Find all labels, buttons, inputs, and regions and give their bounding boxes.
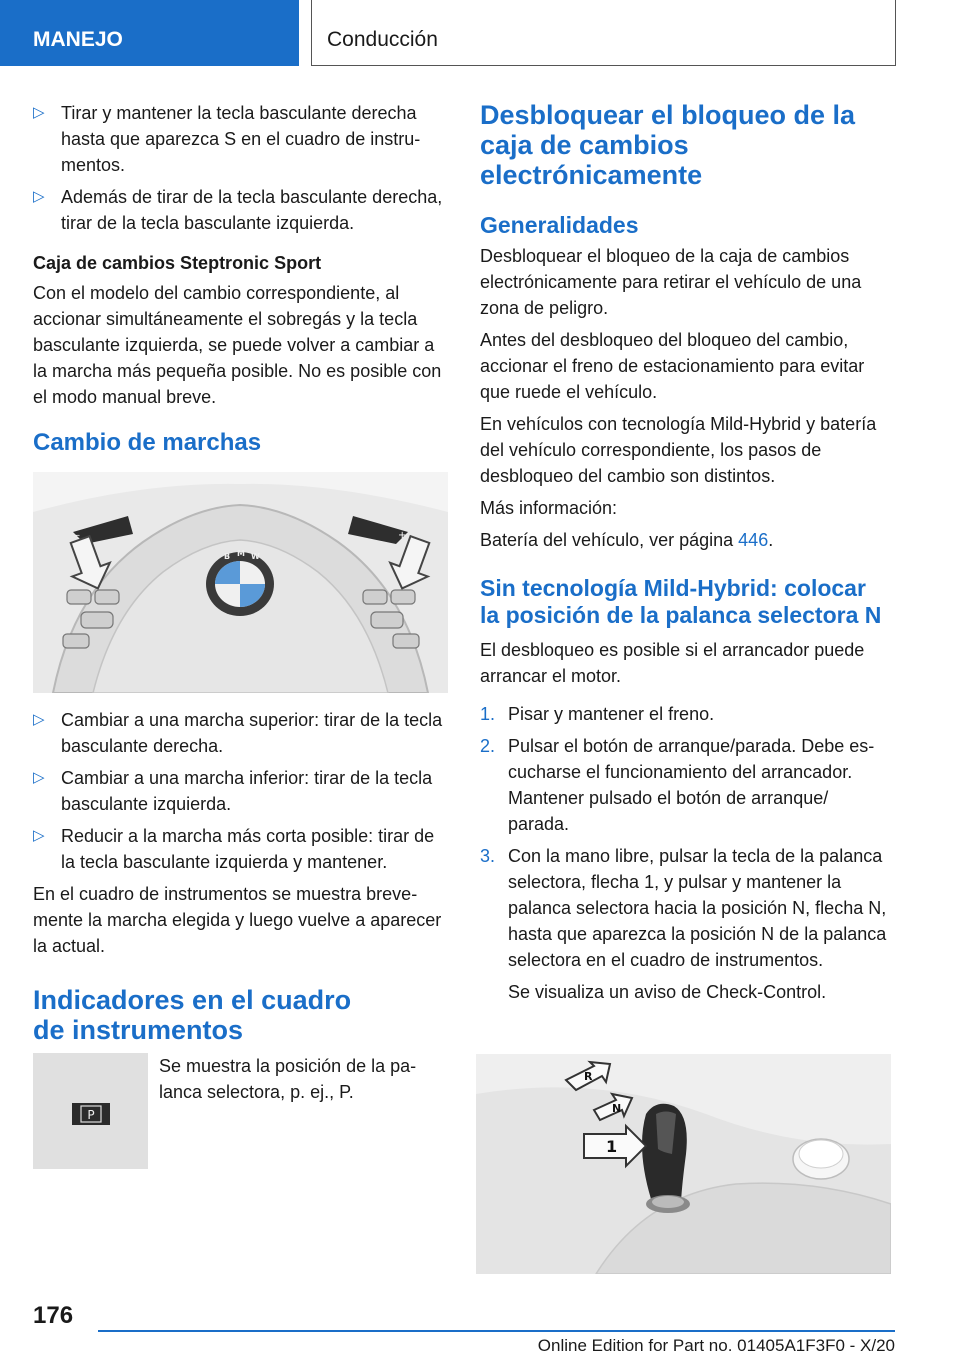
bmw-letter-w: W xyxy=(251,552,260,561)
display-p-icon xyxy=(33,1053,148,1169)
list-item: ▷ Tirar y mantener la tecla basculante derecha hasta que aparezca S en el cuadro de instrumentos. xyxy=(33,100,448,178)
steering-wheel-figure xyxy=(33,472,448,693)
list-item: ▷ Reducir a la marcha más corta posible: tirar de la tecla basculante izquierda y mantener. xyxy=(33,823,448,875)
bmw-letter-m: M xyxy=(237,549,245,558)
triangle-bullet-icon: ▷ xyxy=(33,104,45,121)
list-item: ▷ Cambiar a una marcha superior: tirar de la tecla basculante derecha. xyxy=(33,707,448,759)
list-item: ▷ Cambiar a una marcha inferior: tirar de la tecla basculante izquierda. xyxy=(33,765,448,817)
triangle-bullet-icon: ▷ xyxy=(33,711,45,728)
unlock-heading: Desbloquear el bloqueo de la caja de cambios electrónicamente xyxy=(480,100,856,190)
step-item: 3. Con la mano libre, pulsar la tecla de la palanca selectora, flecha 1, y pulsar y mantener la palanca selectora hacia la posición N, flecha N, hasta que aparezca la posición N de la palanca selectora en el cuadro de instrumentos. xyxy=(480,846,887,970)
indicator-figure xyxy=(33,1053,148,1169)
right-column xyxy=(480,100,894,1013)
gear-selector-illustration xyxy=(476,1054,891,1274)
change-paragraph: En el cuadro de instrumentos se muestra brevemente la marcha elegida y luego vuelve a aparecer la actual. xyxy=(33,884,442,956)
general-paragraph: En vehículos con tecnología Mild-Hybrid y batería del vehículo correspondiente, los pasos de desbloqueo del cambio son distintos. xyxy=(480,414,877,486)
step-item: 1. Pisar y mantener el freno. xyxy=(480,704,715,724)
gear-selector-figure xyxy=(476,1054,891,1274)
chapter-header xyxy=(311,0,896,66)
gear-label-r: R xyxy=(584,1070,593,1083)
indicator-block xyxy=(33,1053,448,1173)
section-title: MANEJO xyxy=(33,28,123,51)
general-heading: Generalidades xyxy=(480,212,639,238)
sport-heading: Caja de cambios Steptronic Sport xyxy=(33,253,322,273)
gear-label-1: 1 xyxy=(606,1137,618,1156)
footer-divider xyxy=(98,1330,895,1332)
sport-paragraph: Con el modelo del cambio correspondiente, al accionar simultáneamente el sobregás y la tecla basculante izquierda, se puede volver a cambiar a la marcha más pequeña posible. No es posible con el modo manual breve. xyxy=(33,283,442,407)
svg-text:+: + xyxy=(398,530,407,541)
page-number: 176 xyxy=(33,1302,74,1329)
no-mild-paragraph: El desbloqueo es posible si el arrancador puede arrancar el motor. xyxy=(480,640,865,686)
list-item: ▷ Además de tirar de la tecla basculante derecha, tirar de la tecla basculante izquierda. xyxy=(33,184,448,236)
triangle-bullet-icon: ▷ xyxy=(33,188,45,205)
indicator-symbol: P xyxy=(87,1108,95,1122)
gear-label-n: N xyxy=(612,1102,622,1115)
edition-footer: Online Edition for Part no. 01405A1F3F0 - X/20 xyxy=(537,1336,895,1355)
indicators-heading: Indicadores en el cuadro de instrumentos xyxy=(33,985,352,1045)
section-tab xyxy=(0,0,299,66)
left-column xyxy=(33,100,448,1173)
general-paragraph: Antes del desbloqueo del bloqueo del cambio, accionar el freno de estacionamiento para evitar que ruede el vehículo. xyxy=(480,330,865,402)
step-note: Se visualiza un aviso de Check-Control. xyxy=(508,982,827,1002)
triangle-bullet-icon: ▷ xyxy=(33,769,45,786)
page-link[interactable]: 446 xyxy=(738,530,769,550)
more-info-line: Batería del vehículo, ver página 446. xyxy=(480,530,774,550)
general-paragraph: Desbloquear el bloqueo de la caja de cambios electrónicamente para retirar el vehículo de una zona de peligro. xyxy=(480,246,862,318)
chapter-title: Conducción xyxy=(327,28,438,51)
general-paragraph: Más información: xyxy=(480,498,618,518)
gear-change-heading: Cambio de marchas xyxy=(33,429,262,456)
indicator-paragraph: Se muestra la posición de la palanca selectora, p. ej., P. xyxy=(159,1056,417,1102)
steering-wheel-illustration xyxy=(33,472,448,693)
no-mild-hybrid-heading: Sin tecnología Mild-Hybrid: colocar la posición de la palanca selectora N xyxy=(480,575,882,628)
bmw-letter-b: B xyxy=(224,552,231,561)
step-item: 2. Pulsar el botón de arranque/parada. Debe escucharse el funcionamiento del arrancador. Mantener pulsado el botón de arranque/ parada. xyxy=(480,736,875,834)
triangle-bullet-icon: ▷ xyxy=(33,827,45,844)
svg-text:–: – xyxy=(75,530,80,541)
indicator-text-block xyxy=(159,1053,449,1113)
